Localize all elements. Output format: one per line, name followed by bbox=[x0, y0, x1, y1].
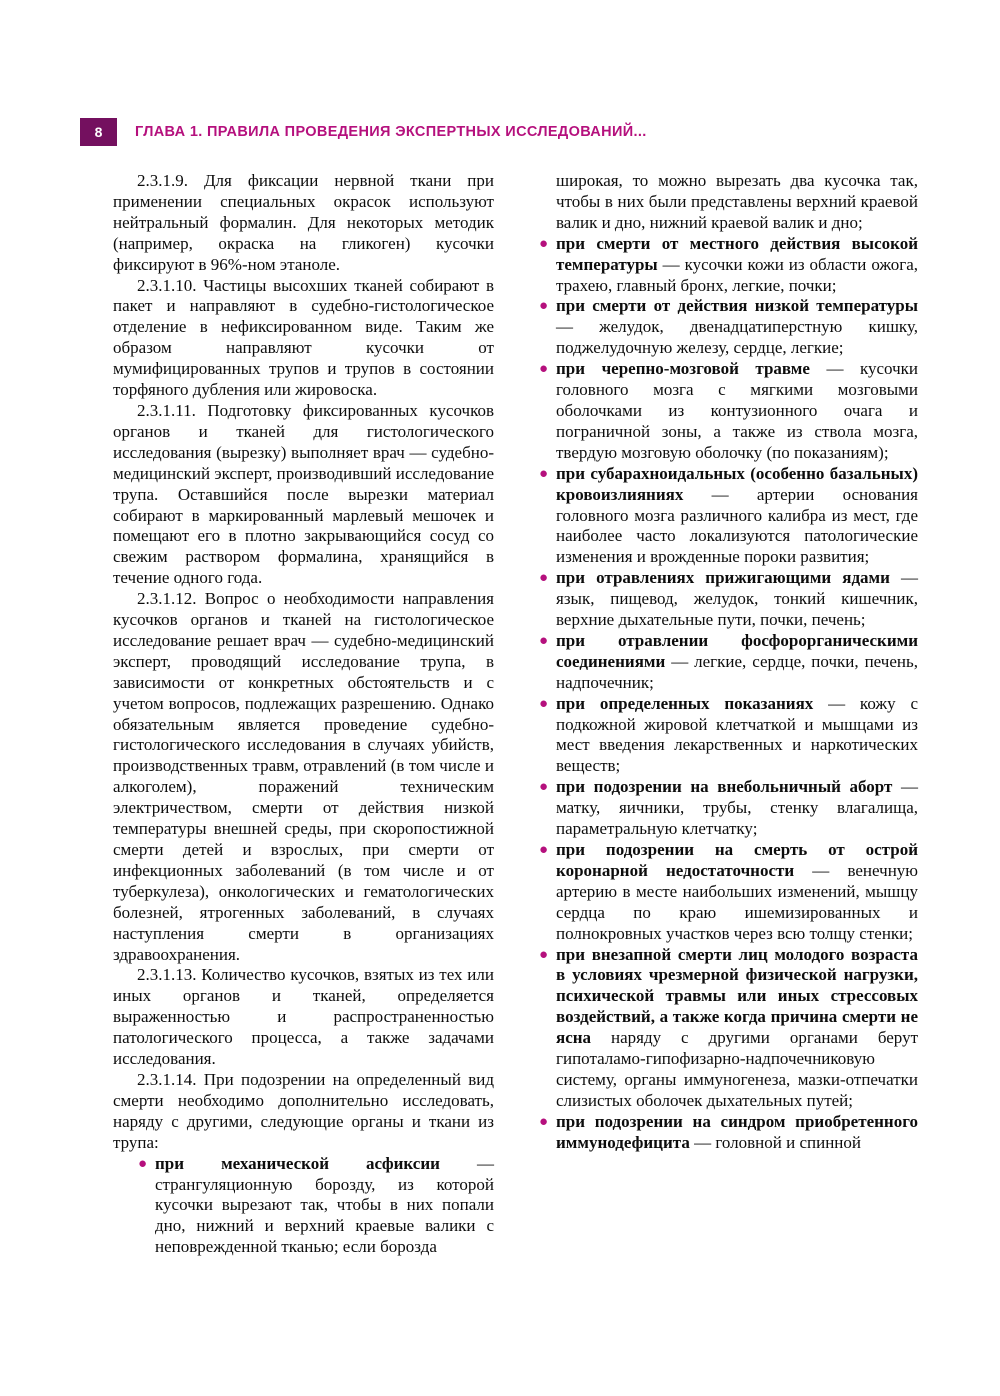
bullet-icon: ● bbox=[138, 1155, 148, 1172]
list-item bbox=[537, 296, 918, 359]
list-item bbox=[537, 945, 918, 1112]
list-item-lead: при механической асфиксии bbox=[155, 1153, 440, 1173]
list-item bbox=[537, 464, 918, 569]
page-number: 8 bbox=[80, 118, 117, 146]
list-item-text: — головной и спинной bbox=[689, 1132, 861, 1152]
bullet-icon: ● bbox=[539, 1113, 549, 1130]
list-item-continuation: широкая, то можно вырезать два кусочка так, чтобы в них были представлены верхний краевой валик и дно, нижний краевой валик и дно; bbox=[556, 171, 918, 232]
list-item-text: наряду с другими органами берут гипоталамо-гипофизарно-надпочечниковую систему, органы иммуногенеза, мазки-отпечатки слизистых оболочек дыхательных путей; bbox=[556, 1028, 918, 1110]
bullet-icon: ● bbox=[539, 298, 549, 315]
list-item-text: — легкие, сердце, почки, печень, надпочечник; bbox=[556, 651, 918, 692]
list-item-lead: при смерти от местного действия высокой температуры bbox=[556, 233, 918, 274]
list-item-text: — кусочки головного мозга с мягкими мозговыми оболочками из контузионного очага и пограничной зоны, а также из ствола мозга, твердую мозговую оболочку (по показаниям); bbox=[556, 359, 918, 462]
list-item bbox=[537, 568, 918, 631]
chapter-title: ГЛАВА 1. ПРАВИЛА ПРОВЕДЕНИЯ ЭКСПЕРТНЫХ ИССЛЕДОВАНИЙ... bbox=[135, 124, 647, 140]
list-item-text: — венечную артерию в месте наибольших изменений, мышцу сердца по краю ишемизированных и полнокровных участков через всю толщу стенки; bbox=[556, 860, 918, 943]
list-item bbox=[537, 777, 918, 840]
list-item-text: — кусочки кожи из области ожога, трахею, главный бронх, легкие, почки; bbox=[556, 254, 918, 295]
list-item bbox=[537, 694, 918, 778]
list-item-text: — артерии основания головного мозга различного калибра из мест, где наиболее часто локализуются патологические изменения и врожденные пороки развития; bbox=[556, 484, 918, 567]
list-item-text: — язык, пищевод, желудок, тонкий кишечник, верхние дыхательные пути, почки, печень; bbox=[556, 568, 919, 630]
running-head bbox=[80, 118, 922, 146]
list-item-text: — кожу с подкожной жировой клетчаткой и мышцами из мест введения лекарственных и наркотических веществ; bbox=[556, 693, 918, 776]
list-item bbox=[537, 840, 918, 945]
list-item bbox=[537, 631, 918, 694]
list-item-lead: при подозрении на смерть от острой коронарной недостаточности bbox=[556, 840, 918, 880]
bullet-icon: ● bbox=[539, 779, 549, 796]
left-column bbox=[113, 171, 494, 1258]
list-item-lead: при субарахноидальных (особенно базальных) кровоизлияниях bbox=[556, 463, 918, 504]
list-item bbox=[537, 359, 918, 464]
list-item-lead: при отравлении фосфорорганическими соединениями bbox=[556, 630, 918, 671]
bullet-icon: ● bbox=[539, 842, 549, 858]
bullet-icon: ● bbox=[539, 946, 549, 963]
paragraph-2-3-1-9: 2.3.1.9. Для фиксации нервной ткани при применении специальных окрасок используют нейтральный формалин. Для некоторых методик (например, окраска на гликоген) кусочки фиксируют в 96%-ном этаноле. bbox=[113, 171, 494, 274]
list-item-lead: при смерти от действия низкой температуры bbox=[556, 296, 918, 316]
page-content bbox=[113, 171, 918, 1258]
list-item-lead: при подозрении на внебольничный аборт bbox=[556, 777, 893, 797]
bullet-icon: ● bbox=[539, 235, 549, 252]
paragraph-2-3-1-11: 2.3.1.11. Подготовку фиксированных кусочков органов и тканей для гистологического исследования (вырезку) выполняет врач — судебно-медицинский эксперт, производивший исследование трупа. Оставшийся после вырезки материал собирают в маркированный марлевый мешочек и помещают его в плотно закрывающийся сосуд со свежим раствором формалина, хранящийся в течение одного года. bbox=[113, 400, 494, 588]
list-item-text: — матку, яичники, трубы, стенку влагалища, параметральную клетчатку; bbox=[556, 777, 918, 839]
paragraph-2-3-1-14: 2.3.1.14. При подозрении на определенный вид смерти необходимо дополнительно исследовать, наряду с другими, следующие органы и ткани из трупа: bbox=[113, 1069, 494, 1152]
bullet-icon: ● bbox=[539, 695, 549, 712]
list-item-lead: при отравлениях прижигающими ядами bbox=[556, 568, 890, 588]
right-column bbox=[537, 171, 918, 1258]
bullet-icon: ● bbox=[539, 570, 549, 587]
list-item-text: — желудок, двенадцатиперстную кишку, поджелудочную железу, сердце, легкие; bbox=[556, 317, 918, 358]
list-item-lead: при черепно-мозговой травме bbox=[556, 359, 810, 379]
list-item-text: — странгуляционную борозду, из которой кусочки вырезают так, чтобы в них попали дно, нижний и верхний краевые валики с неповрежденной тканью; если борозда bbox=[155, 1153, 494, 1257]
list-item-lead: при определенных показаниях bbox=[556, 693, 814, 713]
bullet-icon: ● bbox=[539, 361, 549, 378]
bullet-icon: ● bbox=[539, 632, 549, 649]
list-item bbox=[136, 1154, 494, 1259]
paragraph-2-3-1-12: 2.3.1.12. Вопрос о необходимости направления кусочков органов и тканей на гистологическое исследование решает врач — судебно-медицинский эксперт, проводящий исследование трупа, в зависимости от конкретных обстоятельств и с учетом вопросов, подлежащих разрешению. Однако обязательным является проведение судебно-гистологического исследования в случаях убийств, производственных травм, отравлений (в том числе и алкоголем), поражений техническим электричеством, смерти от действия низкой температуры внешней среды, при скоропостижной смерти детей и взрослых, при смерти от инфекционных заболеваний (в том числе и от туберкулеза), онкологических и гематологических болезней, ятрогенных заболеваний, в случаях наступления смерти в организациях здравоохранения. bbox=[113, 589, 494, 964]
bullet-icon: ● bbox=[539, 465, 549, 482]
paragraph-2-3-1-13: 2.3.1.13. Количество кусочков, взятых из тех или иных органов и тканей, определяется выраженностью и распространенностью патологического процесса, а также задачами исследования. bbox=[113, 965, 494, 1069]
list-item-lead: при внезапной смерти лиц молодого возраста в условиях чрезмерной физической нагрузки, психической травмы или иных стрессовых воздействий, а также когда причина смерти не ясна bbox=[556, 944, 918, 1048]
list-item bbox=[537, 234, 918, 297]
list-item bbox=[537, 1112, 918, 1154]
list-item-lead: при подозрении на синдром приобретенного иммунодефицита bbox=[556, 1111, 918, 1152]
paragraph-2-3-1-10: 2.3.1.10. Частицы высохших тканей собирают в пакет и направляют в судебно-гистологическое отделение в нефиксированном виде. Таким же образом направляют кусочки от мумифицированных трупов и трупов в состоянии торфяного дубления или жировоска. bbox=[113, 275, 494, 400]
